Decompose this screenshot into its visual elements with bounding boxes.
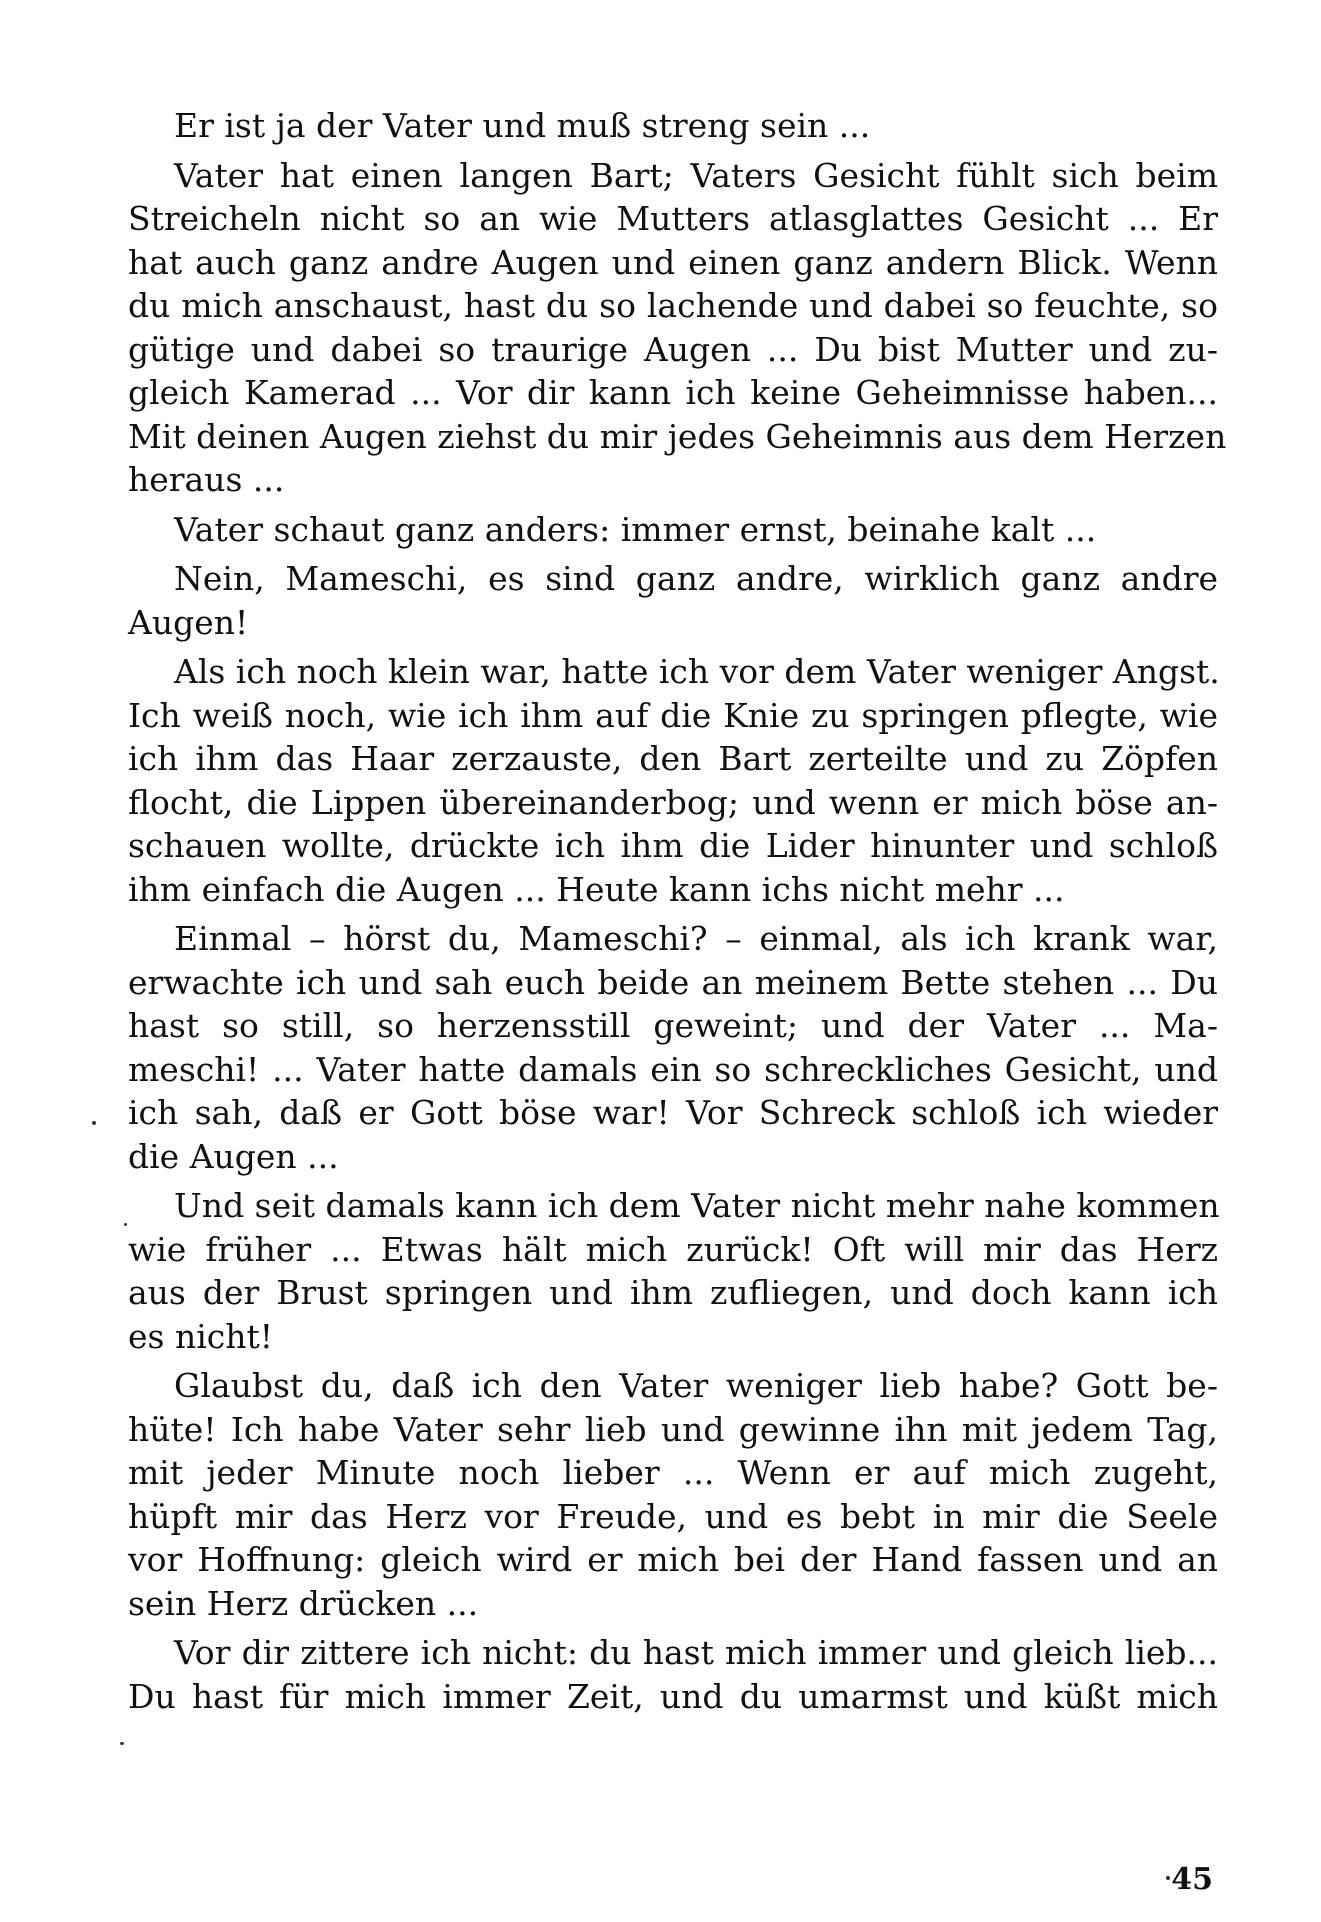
- paragraph: [128, 917, 1218, 1178]
- print-speck: [124, 1223, 127, 1226]
- text-line: sein Herz drücken ...: [128, 1583, 479, 1623]
- paragraph: [128, 557, 1218, 644]
- text-line: hat auch ganz andre Augen und einen ganz andern Blick. Wenn: [128, 242, 1218, 282]
- text-line: ihm einfach die Augen ... Heute kann ichs nicht mehr ...: [128, 869, 1065, 909]
- text-line: hüpft mir das Herz vor Freude, und es bebt in mir die Seele: [128, 1496, 1218, 1536]
- text-line: Vor dir zittere ich nicht: du hast mich immer und gleich lieb...: [174, 1633, 1218, 1672]
- text-line: aus der Brust springen und ihm zufliegen, und doch kann ich: [128, 1273, 1218, 1312]
- text-line: schauen wollte, drückte ich ihm die Lider hinunter und schloß: [128, 826, 1218, 865]
- paragraph: [128, 104, 1218, 148]
- text-line: Augen!: [128, 602, 249, 642]
- body-text: [128, 104, 1227, 1724]
- paragraph: [128, 1184, 1218, 1358]
- text-line: es nicht!: [128, 1316, 274, 1356]
- text-line: flocht, die Lippen übereinanderbog; und wenn er mich böse an-: [128, 782, 1218, 822]
- print-speck: [120, 1742, 124, 1745]
- text-line: heraus ...: [128, 460, 285, 499]
- text-line: Er ist ja der Vater und muß streng sein ...: [174, 106, 871, 145]
- page-number: 45: [1171, 1862, 1213, 1897]
- paragraph: [128, 650, 1218, 911]
- print-speck: [92, 1121, 96, 1125]
- text-line: Als ich noch klein war, hatte ich vor dem Vater weniger Angst.: [174, 652, 1220, 691]
- text-line: hast so still, so herzensstill geweint; und der Vater ... Ma-: [128, 1006, 1218, 1045]
- text-line: Nein, Mameschi, es sind ganz andre, wirklich ganz andre: [174, 559, 1218, 598]
- paragraph: [128, 1631, 1218, 1718]
- text-line: gütige und dabei so traurige Augen ... Du bist Mutter und zu-: [128, 329, 1218, 369]
- text-line: Vater schaut ganz anders: immer ernst, beinahe kalt ...: [174, 509, 1097, 549]
- paragraph: [128, 508, 1218, 552]
- text-line: ich ihm das Haar zerzauste, den Bart zerteilte und zu Zöpfen: [128, 739, 1218, 778]
- text-line: vor Hoffnung: gleich wird er mich bei der Hand fassen und an: [128, 1540, 1218, 1579]
- text-line: du mich anschaust, hast du so lachende und dabei so feuchte, so: [128, 286, 1218, 325]
- text-line: Vater hat einen langen Bart; Vaters Gesicht fühlt sich beim: [174, 155, 1218, 195]
- print-speck: [1166, 1876, 1170, 1880]
- text-line: erwachte ich und sah euch beide an meinem Bette stehen ... Du: [128, 962, 1218, 1002]
- text-line: ich sah, daß er Gott böse war! Vor Schreck schloß ich wieder: [128, 1093, 1218, 1132]
- text-line: wie früher ... Etwas hält mich zurück! Oft will mir das Herz: [128, 1229, 1218, 1269]
- text-line: hüte! Ich habe Vater sehr lieb und gewinne ihn mit jedem Tag,: [128, 1409, 1218, 1449]
- text-line: Ich weiß noch, wie ich ihm auf die Knie zu springen pflegte, wie: [128, 695, 1218, 735]
- text-line: Glaubst du, daß ich den Vater weniger lieb habe? Gott be-: [174, 1366, 1218, 1405]
- text-line: Einmal – hörst du, Mameschi? – einmal, als ich krank war,: [174, 919, 1218, 958]
- paragraph: [128, 154, 1227, 502]
- text-line: Und seit damals kann ich dem Vater nicht mehr nahe kommen: [174, 1186, 1220, 1225]
- text-line: mit jeder Minute noch lieber ... Wenn er auf mich zugeht,: [128, 1453, 1218, 1492]
- text-line: Mit deinen Augen ziehst du mir jedes Geheimnis aus dem Herzen: [128, 416, 1227, 456]
- text-line: die Augen ...: [128, 1136, 339, 1176]
- text-line: Du hast für mich immer Zeit, und du umarmst und küßt mich: [128, 1676, 1218, 1716]
- text-line: Streicheln nicht so an wie Mutters atlasglattes Gesicht ... Er: [128, 199, 1218, 238]
- paragraph: [128, 1364, 1218, 1625]
- text-line: meschi! ... Vater hatte damals ein so schreckliches Gesicht, und: [128, 1049, 1218, 1089]
- text-line: gleich Kamerad ... Vor dir kann ich keine Geheimnisse haben...: [128, 373, 1218, 412]
